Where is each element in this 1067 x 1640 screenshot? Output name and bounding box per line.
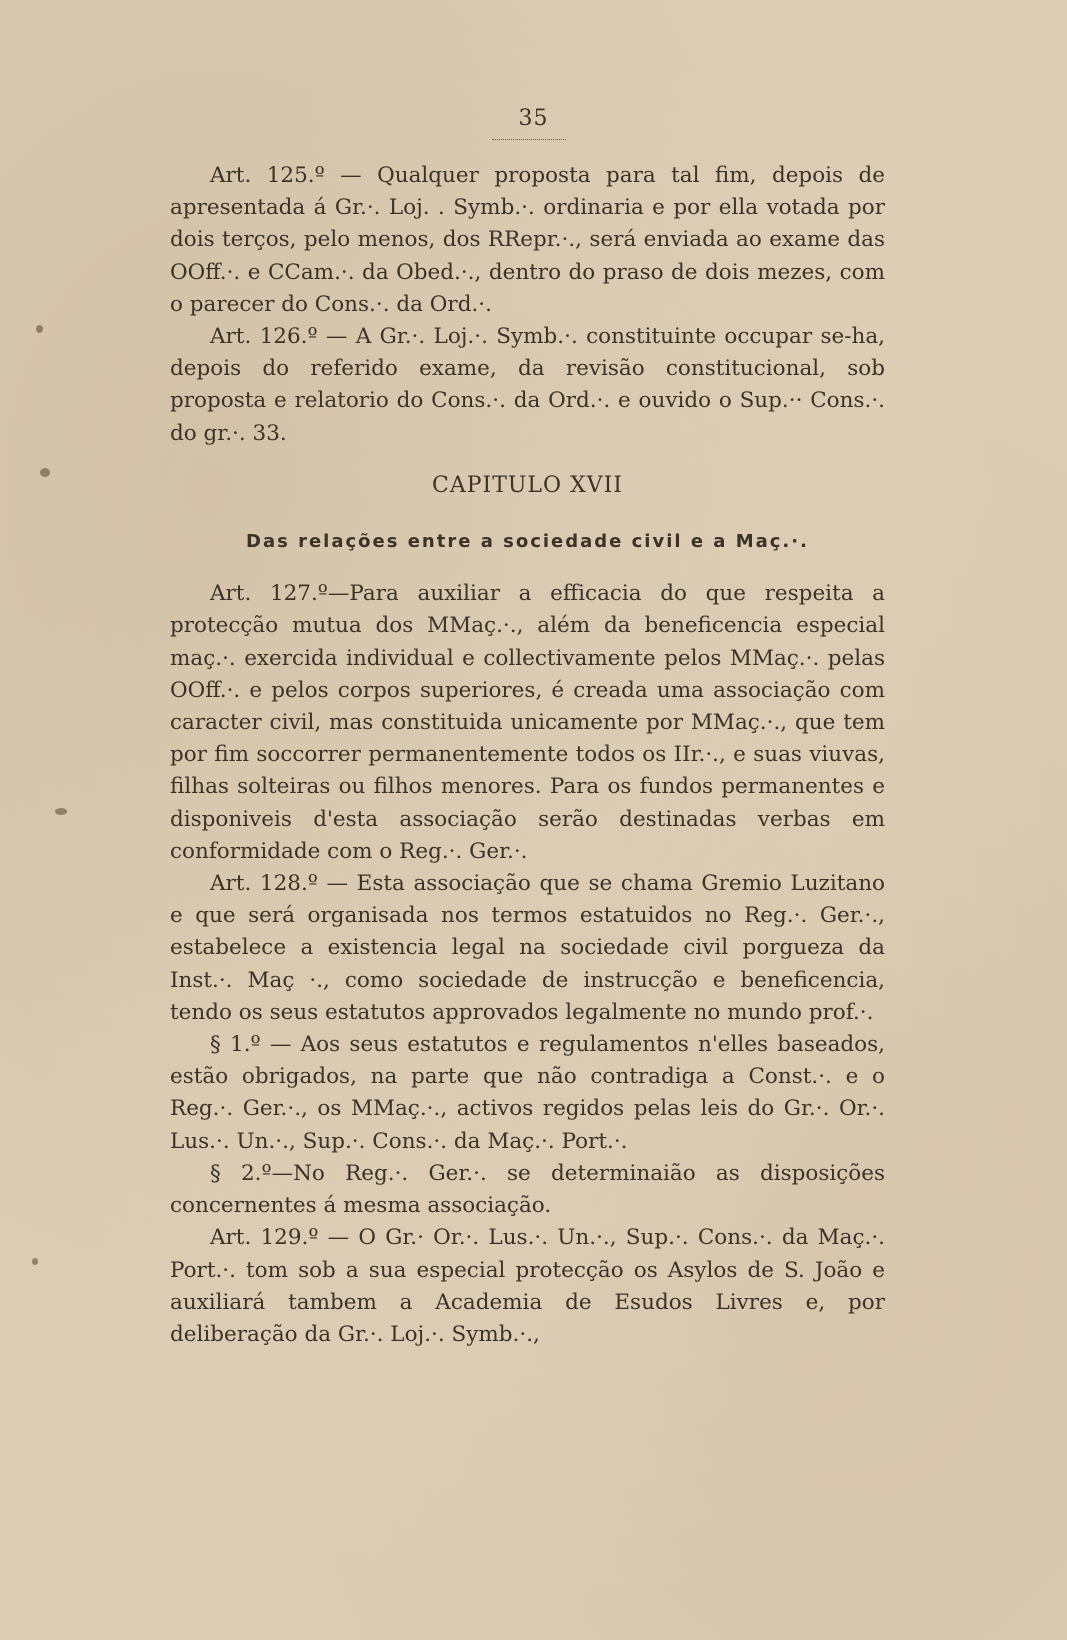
paragraph-art-126: Art. 126.º — A Gr.·. Loj.·. Symb.·. constituinte occupar se-ha, depois do referido exame, da revisão constitucional, sob proposta e relatorio do Cons.·. da Ord.·. e ouvido o Sup.·· Cons.·. do gr.·. 33.: [170, 324, 885, 446]
paragraph-art-127: Art. 127.º—Para auxiliar a efficacia do que respeita a protecção mutua dos MMaç.·., além da beneficencia especial maç.·. exercida individual e collectivamente pelos MMaç.·. pelas OOff.·. e pelos corpos superiores, é creada uma associação com caracter civil, mas constituida unicamente por MMaç.·., que tem por fim soccorrer permanentemente todos os IIr.·., e suas viuvas, filhas solteiras ou filhos menores. Para os fundos permanentes e disponiveis d'esta associação serão destinadas verbas em conformidade com o Reg.·. Ger.·.: [170, 581, 885, 864]
paragraph-art-129: Art. 129.º — O Gr.· Or.·. Lus.·. Un.·., Sup.·. Cons.·. da Maç.·. Port.·. tom sob a sua especial protecção os Asylos de S. João e auxiliará tambem a Academia de Esudos Livres e, por deliberação da Gr.·. Loj.·. Symb.·.,: [170, 1225, 885, 1347]
stain-mark: [55, 808, 67, 815]
page-number-rule: [492, 139, 566, 140]
chapter-title: CAPITULO XVII: [432, 472, 623, 498]
stain-mark: [32, 1258, 38, 1265]
body-text: [170, 160, 885, 1351]
paragraph-section-1: § 1.º — Aos seus estatutos e regulamentos n'elles baseados, estão obrigados, na parte que não contradiga a Const.·. e o Reg.·. Ger.·., os MMaç.·., activos regidos pelas leis do Gr.·. Or.·. Lus.·. Un.·., Sup.·. Cons.·. da Maç.·. Port.·.: [170, 1032, 885, 1154]
section-title: Das relações entre a sociedade civil e a Maç.·.: [246, 531, 809, 553]
paragraph-art-128: Art. 128.º — Esta associação que se chama Gremio Luzitano e que será organisada nos termos estatuidos no Reg.·. Ger.·., estabelece a existencia legal na sociedade civil porgueza da Inst.·. Maç ·., como sociedade de instrucção e beneficencia, tendo os seus estatutos approvados legalmente no mundo prof.·.: [170, 871, 885, 1025]
page-number: 35: [518, 106, 549, 131]
stain-mark: [40, 468, 50, 477]
paragraph-section-2: § 2.º—No Reg.·. Ger.·. se determinaião as disposições concernentes á mesma associação.: [170, 1160, 885, 1219]
stain-mark: [36, 325, 43, 333]
paragraph-art-125: Art. 125.º — Qualquer proposta para tal fim, depois de apresentada á Gr.·. Loj. . Symb.·. ordinaria e por ella votada por dois terços, pelo menos, dos RRepr.·., será enviada ao exame das OOff.·. e CCam.·. da Obed.·., dentro do praso de dois mezes, com o parecer do Cons.·. da Ord.·.: [170, 163, 885, 317]
